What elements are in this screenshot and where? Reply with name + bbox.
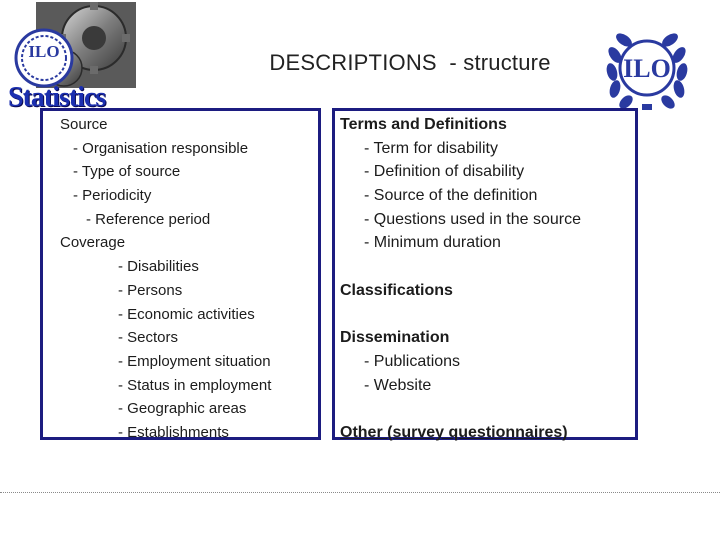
terms-item: - Term for disability: [364, 139, 498, 157]
source-heading: Source: [60, 116, 108, 133]
ilo-statistics-logo: [6, 2, 138, 112]
terms-heading: Terms and Definitions: [340, 116, 507, 133]
source-item: - Periodicity: [73, 187, 152, 205]
logo-left-seal-text: ILO: [28, 42, 60, 61]
coverage-item: - Sectors: [118, 329, 179, 347]
coverage-item: - Employment situation: [118, 352, 271, 370]
other-heading: Other (survey questionnaires): [340, 423, 568, 441]
statistics-banner: Statistics: [8, 82, 106, 113]
coverage-item: - Economic activities: [118, 305, 255, 323]
terms-item: - Definition of disability: [364, 163, 525, 181]
ilo-logo: [602, 22, 692, 112]
terms-item: - Questions used in the source: [364, 210, 582, 228]
coverage-item: - Persons: [118, 281, 183, 299]
coverage-item: - Geographic areas: [118, 400, 247, 418]
source-item: - Type of source: [73, 163, 181, 181]
source-subitem: - Reference period: [86, 210, 211, 228]
spacer: [340, 397, 581, 421]
right-column: [340, 113, 581, 445]
dissemination-item: - Publications: [364, 352, 461, 370]
coverage-item: - Disabilities: [118, 258, 199, 276]
spacer: [340, 303, 581, 327]
terms-item: - Minimum duration: [364, 234, 501, 252]
dissemination-item: - Website: [364, 376, 432, 394]
logo-right-seal-text: ILO: [623, 54, 671, 83]
coverage-heading: Coverage: [60, 234, 126, 252]
spacer: [340, 255, 581, 279]
coverage-item: - Status in employment: [118, 376, 272, 394]
classifications-heading: Classifications: [340, 281, 453, 299]
source-item: - Organisation responsible: [73, 139, 249, 157]
page-title: DESCRIPTIONS - structure: [269, 50, 551, 75]
coverage-item: - Establishments: [118, 423, 229, 441]
terms-item: - Source of the definition: [364, 187, 538, 205]
left-column: [60, 113, 271, 445]
dissemination-heading: Dissemination: [340, 329, 450, 347]
footer-divider: [0, 492, 720, 493]
